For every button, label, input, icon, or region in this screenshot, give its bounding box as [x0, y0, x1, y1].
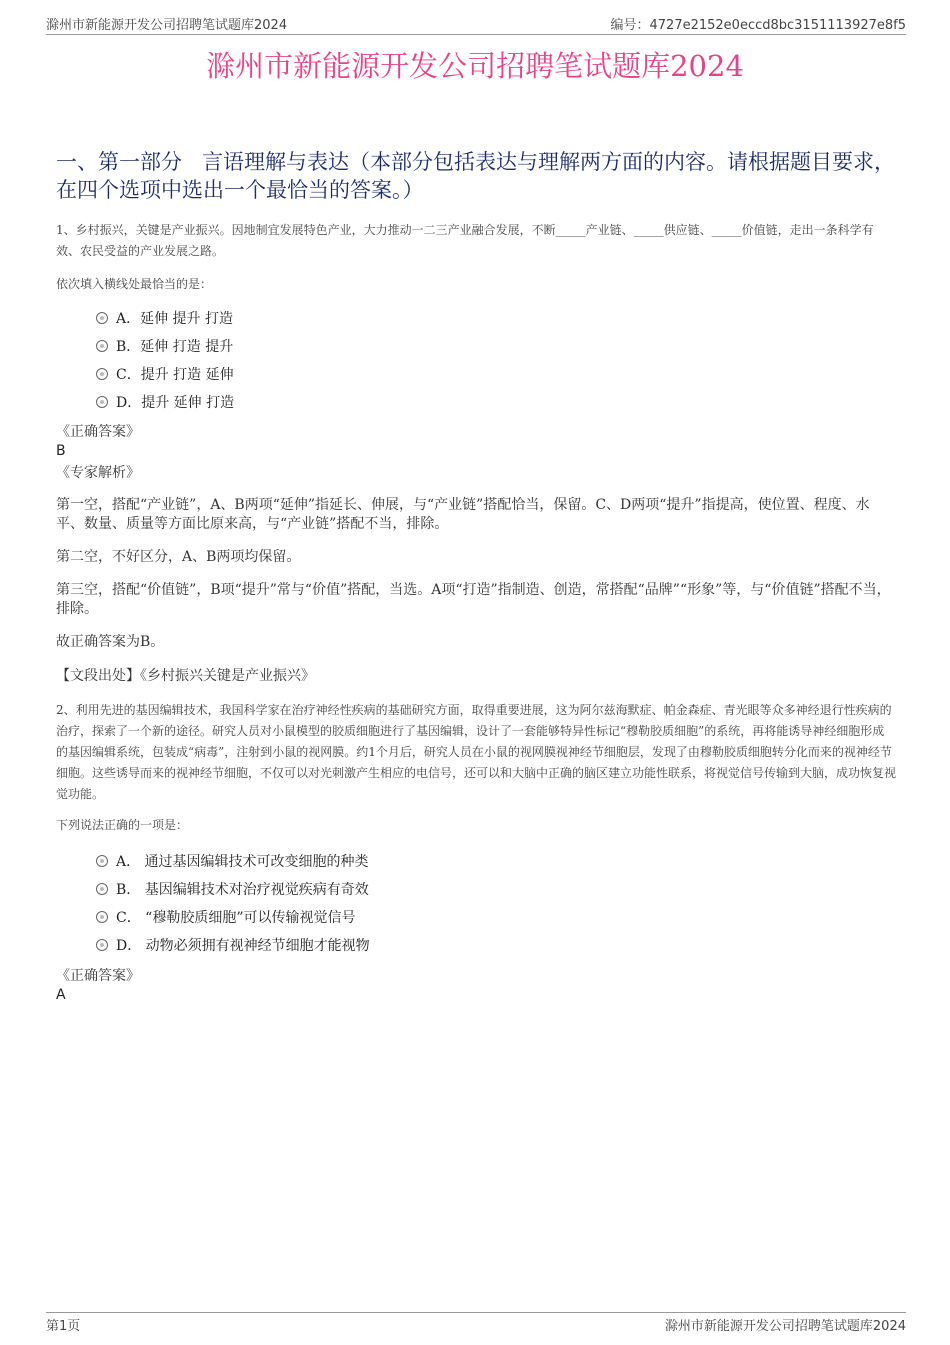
- question-1-options: [96, 305, 234, 417]
- section-part-label: 一、第一部分: [56, 150, 182, 174]
- question-1-answer: B: [56, 443, 66, 459]
- radio-icon[interactable]: [96, 312, 108, 324]
- radio-icon[interactable]: [96, 939, 108, 951]
- question-2-option-c[interactable]: C． “穆勒胶质细胞”可以传输视觉信号: [96, 904, 370, 932]
- section-heading: [56, 148, 896, 204]
- page-title: 滁州市新能源开发公司招聘笔试题库2024: [206, 49, 744, 83]
- footer-page-number: 第1页: [46, 1319, 81, 1334]
- radio-icon[interactable]: [96, 396, 108, 408]
- question-2-option-b[interactable]: B． 基因编辑技术对治疗视觉疾病有奇效: [96, 876, 370, 904]
- page-header: [46, 14, 906, 35]
- question-1-analysis-label: 《专家解析》: [56, 465, 140, 481]
- question-2-text: 2、利用先进的基因编辑技术，我国科学家在治疗神经性疾病的基础研究方面，取得重要进展，这为阿尔兹海默症、帕金森症、青光眼等众多神经退行性疾病的治疗，探索了一个新的途径。研究人员对小鼠模型的胶质细胞进行了基因编辑，设计了一套能够特异性标记“穆勒胶质细胞”的系统，再将能诱导神经细胞形成的基因编辑系统，包装成“病毒”，注射到小鼠的视网膜。约1个月后，研究人员在小鼠的视网膜视神经节细胞层，发现了由穆勒胶质细胞转分化而来的视神经节细胞。这些诱导而来的视神经节细胞，不仅可以对光刺激产生相应的电信号，还可以和大脑中正确的脑区建立功能性联系，将视觉信号传输到大脑，成功恢复视觉功能。: [56, 703, 897, 801]
- analysis-paragraph-2: 第二空，不好区分，A、B两项均保留。: [56, 549, 301, 565]
- question-1-option-c[interactable]: C．提升 打造 延伸: [96, 361, 234, 389]
- radio-icon[interactable]: [96, 855, 108, 867]
- question-1-prompt: 依次填入横线处最恰当的是：: [56, 277, 213, 291]
- question-1-option-b[interactable]: B．延伸 打造 提升: [96, 333, 234, 361]
- page-footer: [46, 1312, 906, 1335]
- analysis-paragraph-1: 第一空，搭配“产业链”，A、B两项“延伸”指延长、伸展，与“产业链”搭配恰当，保留。C、D两项“提升”指提高，使位置、程度、水平、数量、质量等方面比原来高，与“产业链”搭配不当，排除。: [56, 497, 870, 532]
- radio-icon[interactable]: [96, 883, 108, 895]
- section-part-desc: 言语理解与表达（本部分包括表达与理解两方面的内容。请根据题目要求，在四个选项中选出一个最恰当的答案。）: [56, 150, 895, 202]
- question-1-option-a[interactable]: A．延伸 提升 打造: [96, 305, 234, 333]
- analysis-paragraph-3: 第三空，搭配“价值链”，B项“提升”常与“价值”搭配，当选。A项“打造”指制造、创造，常搭配“品牌”“形象”等，与“价值链”搭配不当，排除。: [56, 582, 891, 617]
- question-2-option-d[interactable]: D． 动物必须拥有视神经节细胞才能视物: [96, 932, 370, 960]
- radio-icon[interactable]: [96, 911, 108, 923]
- radio-icon[interactable]: [96, 340, 108, 352]
- question-1-option-d[interactable]: D．提升 延伸 打造: [96, 389, 234, 417]
- question-2-answer: A: [56, 987, 66, 1003]
- analysis-conclusion: 故正确答案为B。: [56, 634, 165, 650]
- question-1-source: 【文段出处】《乡村振兴关键是产业振兴》: [56, 668, 315, 684]
- question-1-answer-label: 《正确答案》: [56, 424, 140, 440]
- question-2-option-a[interactable]: A． 通过基因编辑技术可改变细胞的种类: [96, 848, 370, 876]
- header-doc-id: 编号：4727e2152e0eccd8bc3151113927e8f5: [610, 18, 906, 33]
- radio-icon[interactable]: [96, 368, 108, 380]
- question-2-options: [96, 848, 370, 960]
- question-2-answer-label: 《正确答案》: [56, 968, 140, 984]
- question-1-text: 1、乡村振兴，关键是产业振兴。因地制宜发展特色产业，大力推动一二三产业融合发展，不断_____产业链、_____供应链、_____价值链，走出一条科学有效、农民受益的产业发展之路。: [56, 223, 874, 258]
- question-2-prompt: 下列说法正确的一项是：: [56, 818, 189, 832]
- footer-doc-title: 滁州市新能源开发公司招聘笔试题库2024: [664, 1319, 906, 1334]
- header-doc-title: 滁州市新能源开发公司招聘笔试题库2024: [46, 18, 288, 33]
